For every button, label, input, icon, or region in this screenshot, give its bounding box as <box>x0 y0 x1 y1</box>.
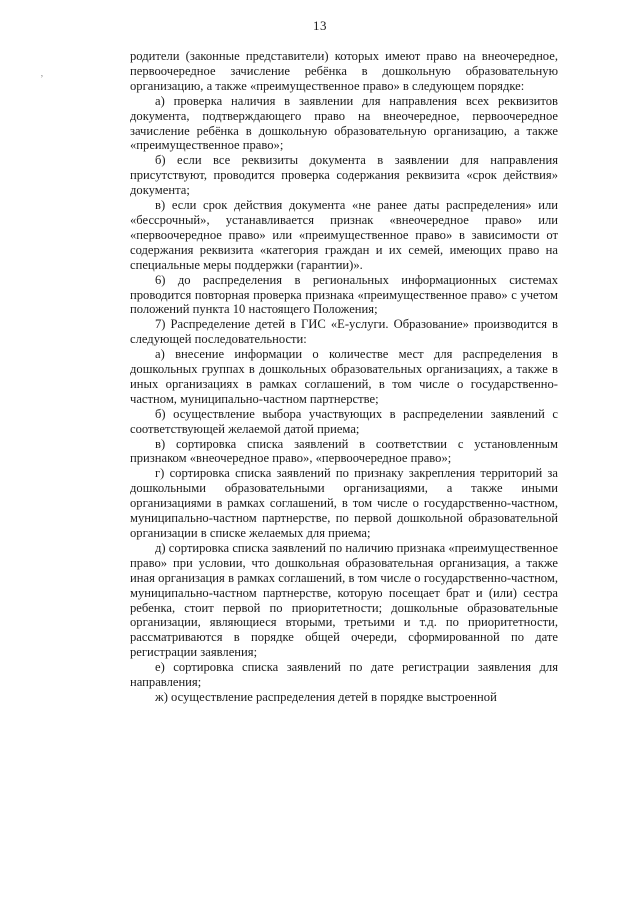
paragraph-7: 7) Распределение детей в ГИС «Е-услуги. Образование» производится в следующей последовательности: <box>130 317 558 347</box>
paragraph-intro: родители (законные представители) которых имеют право на внеочередное, первоочередное зачисление ребёнка в дошкольную образовательную организацию, а также «преимущественное право» в следующем порядке: <box>130 49 558 93</box>
paragraph-6: 6) до распределения в региональных информационных системах проводится повторная проверка признака «преимущественное право» с учетом положений пункта 10 настоящего Положения; <box>130 272 558 317</box>
paragraph-5a: а) проверка наличия в заявлении для направления всех реквизитов документа, подтверждающего право на внеочередное, первоочередное зачисление ребёнка в дошкольную образовательную организацию, а также «преимущественное право»; <box>130 93 558 153</box>
paragraph-7b: б) осуществление выбора участвующих в распределении заявлений с соответствующей желаемой датой приема; <box>130 406 558 436</box>
page-number: 13 <box>313 18 327 33</box>
paragraph-7zh: ж) осуществление распределения детей в порядке выстроенной <box>155 689 497 704</box>
paragraph-5v: в) если срок действия документа «не ранее даты распределения» или «бессрочный», устанавливается признак «внеочередное право» или «первоочередное право» или «преимущественное право» в зависимости от содержания реквизита «категория граждан и их семей, имеющих право на специальные меры поддержки (гарантии)». <box>130 198 558 272</box>
paragraph-7g: г) сортировка списка заявлений по признаку закрепления территорий за дошкольными образовательными организациями, а также иными организациями в рамках соглашений, в том числе о государственно-частном, муниципально-частном партнерстве, по первой дошкольной образовательной организации в списке желаемых для приема; <box>130 466 558 540</box>
margin-mark: ’ <box>40 73 44 85</box>
paragraph-5b: б) если все реквизиты документа в заявлении для направления присутствуют, проводится проверка содержания реквизита «срок действия» документа; <box>130 153 558 198</box>
paragraph-7e: е) сортировка списка заявлений по дате регистрации заявления для направления; <box>130 660 558 690</box>
paragraph-7v: в) сортировка списка заявлений в соответствии с установленным признаком «внеочередное право», «первоочередное право»; <box>130 436 558 466</box>
paragraph-7a: а) внесение информации о количестве мест для распределения в дошкольных группах в дошкольных образовательных организациях, а также в иных организациях в рамках соглашений, в том числе о государственно-частном, муниципально-частном партнерстве; <box>130 347 558 406</box>
document-body <box>130 49 558 705</box>
paragraph-7d: д) сортировка списка заявлений по наличию признака «преимущественное право» при условии, что дошкольная образовательная организация, а также иная организация в рамках соглашений, в том числе о государственно-частном, муниципально-частном партнерстве, которую посещает брат и (или) сестра ребенка, стоит первой по приоритетности; дошкольные образовательные организации, являющиеся вторыми, третьими и т.д. по приоритетности, рассматриваются в порядке общей очереди, сформированной по дате регистрации заявления; <box>130 540 558 660</box>
